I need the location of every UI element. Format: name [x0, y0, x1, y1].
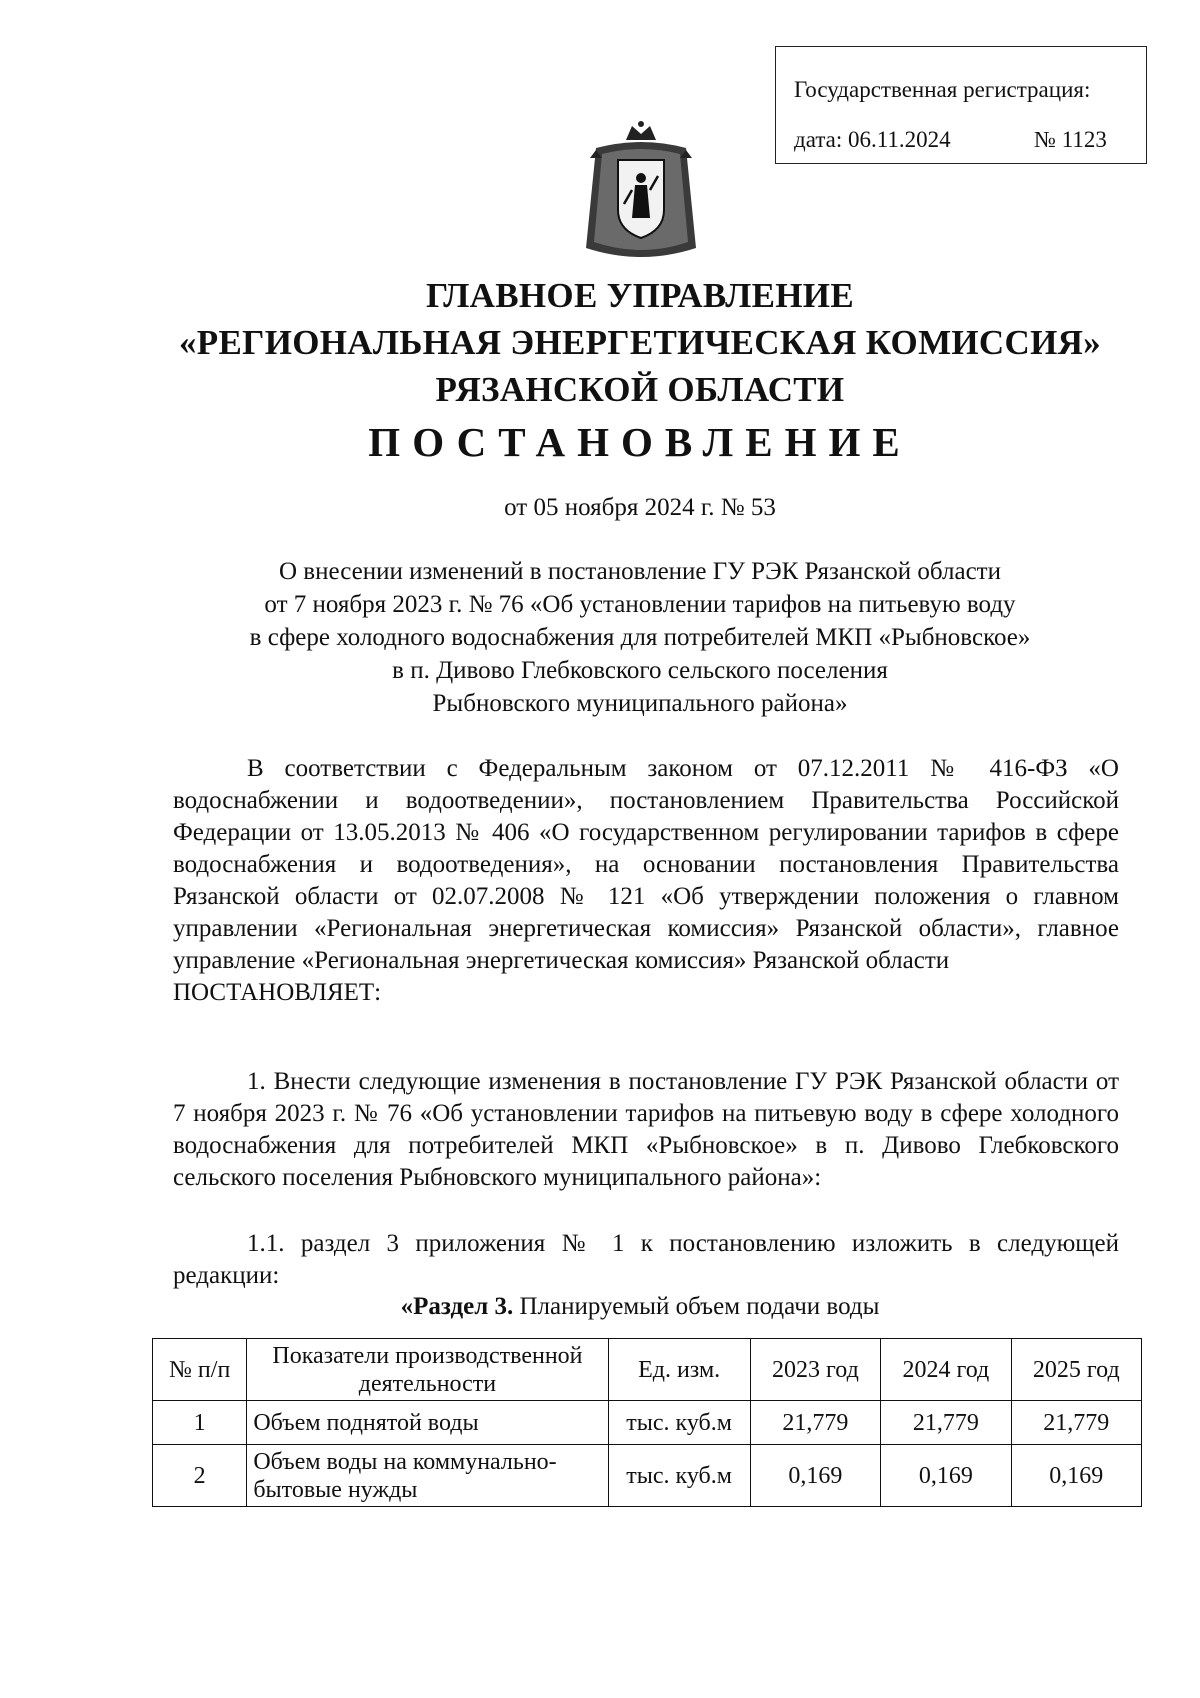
section-heading: Планируемый объем подачи воды	[519, 1293, 880, 1320]
table-header-row	[153, 1339, 1142, 1401]
table-header-cell: 2023 год	[750, 1339, 880, 1401]
table-cell: Объем воды на коммунально-бытовые нужды	[247, 1445, 608, 1507]
organization-name	[0, 272, 1200, 413]
preamble-text: В соответствии с Федеральным законом от 07.12.2011 № 416-ФЗ «О водоснабжении и водоотведении», постановлением Правительства Российской Федерации от 13.05.2013 № 406 «О государственном регулировании тарифов в сфере водоснабжения и водоотведения», на основании постановления Правительства Рязанской области от 02.07.2008 № 121 «Об утверждении положения о главном управлении «Региональная энергетическая комиссия» Рязанской области», главное управление «Региональная энергетическая комиссия» Рязанской области	[173, 755, 1119, 974]
table-header-cell: 2024 год	[881, 1339, 1011, 1401]
organization-line-1: ГЛАВНОЕ УПРАВЛЕНИЕ	[426, 276, 854, 315]
table-cell: 1	[153, 1401, 247, 1445]
table-cell: 2	[153, 1445, 247, 1507]
table-cell: 0,169	[881, 1445, 1011, 1507]
table-header-cell: Ед. изм.	[608, 1339, 750, 1401]
table-row	[153, 1445, 1142, 1507]
table-cell: тыс. куб.м	[608, 1401, 750, 1445]
organization-line-2: «РЕГИОНАЛЬНАЯ ЭНЕРГЕТИЧЕСКАЯ КОМИССИЯ»	[179, 323, 1101, 362]
document-subject	[0, 555, 1200, 720]
water-volume-table	[152, 1338, 1142, 1507]
table-header-cell: Показатели производственной деятельности	[247, 1339, 608, 1401]
ryazan-coat-of-arms-icon	[566, 118, 716, 268]
registration-stamp	[775, 46, 1147, 164]
registration-number: № 1123	[1034, 127, 1107, 152]
subject-line-5: Рыбновского муниципального района»	[432, 690, 848, 717]
item-1-paragraph: 1. Внести следующие изменения в постановление ГУ РЭК Рязанской области от 7 ноября 2023 г. № 76 «Об установлении тарифов на питьевую воду в сфере холодного водоснабжения для потребителей МКП «Рыбновское» в п. Дивово Глебковского сельского поселения Рыбновского муниципального района»:	[173, 1068, 1119, 1191]
subject-line-3: в сфере холодного водоснабжения для потребителей МКП «Рыбновское»	[249, 624, 1031, 651]
registration-date: дата: 06.11.2024	[794, 127, 951, 152]
document-date: от 05 ноября 2024 г. № 53	[504, 494, 776, 521]
subject-line-1: О внесении изменений в постановление ГУ РЭК Рязанской области	[279, 558, 1001, 585]
item-1-1-paragraph: 1.1. раздел 3 приложения № 1 к постановлению изложить в следующей редакции:	[173, 1230, 1119, 1289]
table-row	[153, 1401, 1142, 1445]
table-cell: 0,169	[1011, 1445, 1141, 1507]
preamble-paragraph	[173, 753, 1119, 1009]
subject-line-2: от 7 ноября 2023 г. № 76 «Об установлении тарифов на питьевую воду	[264, 591, 1016, 618]
subject-line-4: в п. Дивово Глебковского сельского поселения	[392, 657, 888, 684]
document-type: ПОСТАНОВЛЕНИЕ	[368, 419, 912, 465]
decree-word: ПОСТАНОВЛЯЕТ:	[173, 979, 382, 1006]
registration-title: Государственная регистрация:	[794, 77, 1091, 102]
table-cell: 21,779	[1011, 1401, 1141, 1445]
section-title	[0, 1293, 1200, 1321]
table-cell: тыс. куб.м	[608, 1445, 750, 1507]
organization-line-3: РЯЗАНСКОЙ ОБЛАСТИ	[435, 370, 845, 409]
section-label: «Раздел 3.	[400, 1293, 514, 1320]
table-cell: Объем поднятой воды	[247, 1401, 608, 1445]
table-cell: 0,169	[750, 1445, 880, 1507]
table-cell: 21,779	[750, 1401, 880, 1445]
table-header-cell: 2025 год	[1011, 1339, 1141, 1401]
table-header-cell: № п/п	[153, 1339, 247, 1401]
table-cell: 21,779	[881, 1401, 1011, 1445]
